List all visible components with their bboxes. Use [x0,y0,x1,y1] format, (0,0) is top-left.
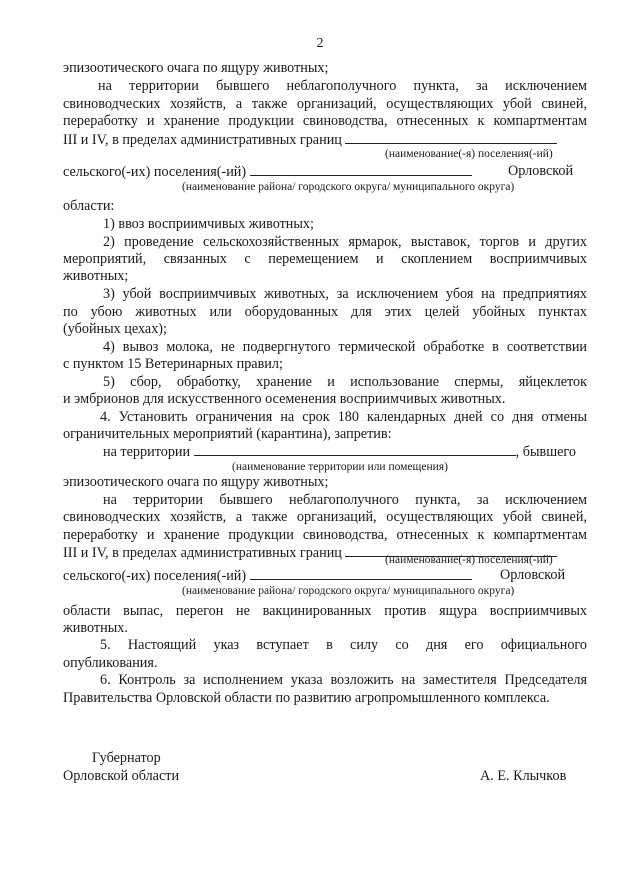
signature-name: А. Е. Клычков [480,768,567,784]
text-line: мероприятий, связанных с перемещением и скоплением восприимчивых [63,251,587,267]
text-segment: Орловской [500,567,566,583]
text-line: с пунктом 15 Ветеринарных правил; [63,356,283,372]
text-line: животных; [63,268,129,284]
text-line: и эмбрионов для искусственного осеменения восприимчивых животных. [63,391,506,407]
signature-title-line1: Губернатор [92,750,161,766]
text-line [63,131,587,149]
signature-title-line2: Орловской области [63,768,180,784]
text-line: 6. Контроль за исполнением указа возложить на заместителя Председателя [100,672,587,688]
text-line: свиноводческих хозяйств, а также организаций, осуществляющих убой свиней, [63,509,587,525]
text-segment: сельского(-их) поселения(-ий) [63,164,247,180]
text-line: ограничительных мероприятий (карантина), запретив: [63,426,392,442]
text-line: эпизоотического очага по ящуру животных; [63,474,329,490]
text-line [103,443,627,461]
blank-field [250,163,472,176]
text-line: по убою животных или оборудованных для этих целей убойных пунктах [63,304,587,320]
field-caption: (наименование(-я) поселения(-ий) [385,148,553,160]
text-line: (убойных цехах); [63,321,167,337]
blank-field [250,567,472,580]
field-caption: (наименование территории или помещения) [232,461,448,473]
text-line: 1) ввоз восприимчивых животных; [103,216,314,232]
blank-field [194,443,516,456]
text-segment: Орловской [508,163,574,179]
text-line: 4) вывоз молока, не подвергнутого термической обработке в соответствии [103,339,587,355]
text-line: 4. Установить ограничения на срок 180 календарных дней со дня отмены [100,409,587,425]
text-line: переработку и хранение продукции свиноводства, отнесенных к компартментам [63,113,587,129]
text-line: животных. [63,620,128,636]
text-segment: III и IV, в пределах административных границ [63,132,342,148]
text-line: эпизоотического очага по ящуру животных; [63,60,329,76]
text-line: переработку и хранение продукции свиноводства, отнесенных к компартментам [63,527,587,543]
text-segment: сельского(-их) поселения(-ий) [63,568,247,584]
field-caption: (наименование района/ городского округа/ муниципального округа) [182,181,515,193]
text-line: Правительства Орловской области по развитию агропромышленного комплекса. [63,690,550,706]
text-line: свиноводческих хозяйств, а также организаций, осуществляющих убой свиней, [63,96,587,112]
text-line: на территории бывшего неблагополучного пункта, за исключением [103,492,587,508]
text-line: на территории бывшего неблагополучного пункта, за исключением [98,78,587,94]
text-line: 5. Настоящий указ вступает в силу со дня его официального [100,637,587,653]
text-segment: III и IV, в пределах административных границ [63,545,342,561]
text-line: 3) убой восприимчивых животных, за исключением убоя на предприятиях [103,286,587,302]
field-caption: (наименование района/ городского округа/ муниципального округа) [182,585,515,597]
blank-field [345,131,557,144]
text-line: 2) проведение сельскохозяйственных ярмарок, выставок, торгов и других [103,234,587,250]
text-line: 5) сбор, обработку, хранение и использование спермы, яйцеклеток [103,374,587,390]
text-line: области: [63,198,115,214]
text-line: опубликования. [63,655,158,671]
field-caption: (наименование(-я) поселения(-ий) [385,554,553,566]
text-segment: на территории [103,444,191,460]
page-number: 2 [316,36,324,51]
text-segment: , бывшего [515,444,576,460]
text-line: области выпас, перегон не вакцинированных против ящура восприимчивых [63,603,587,619]
